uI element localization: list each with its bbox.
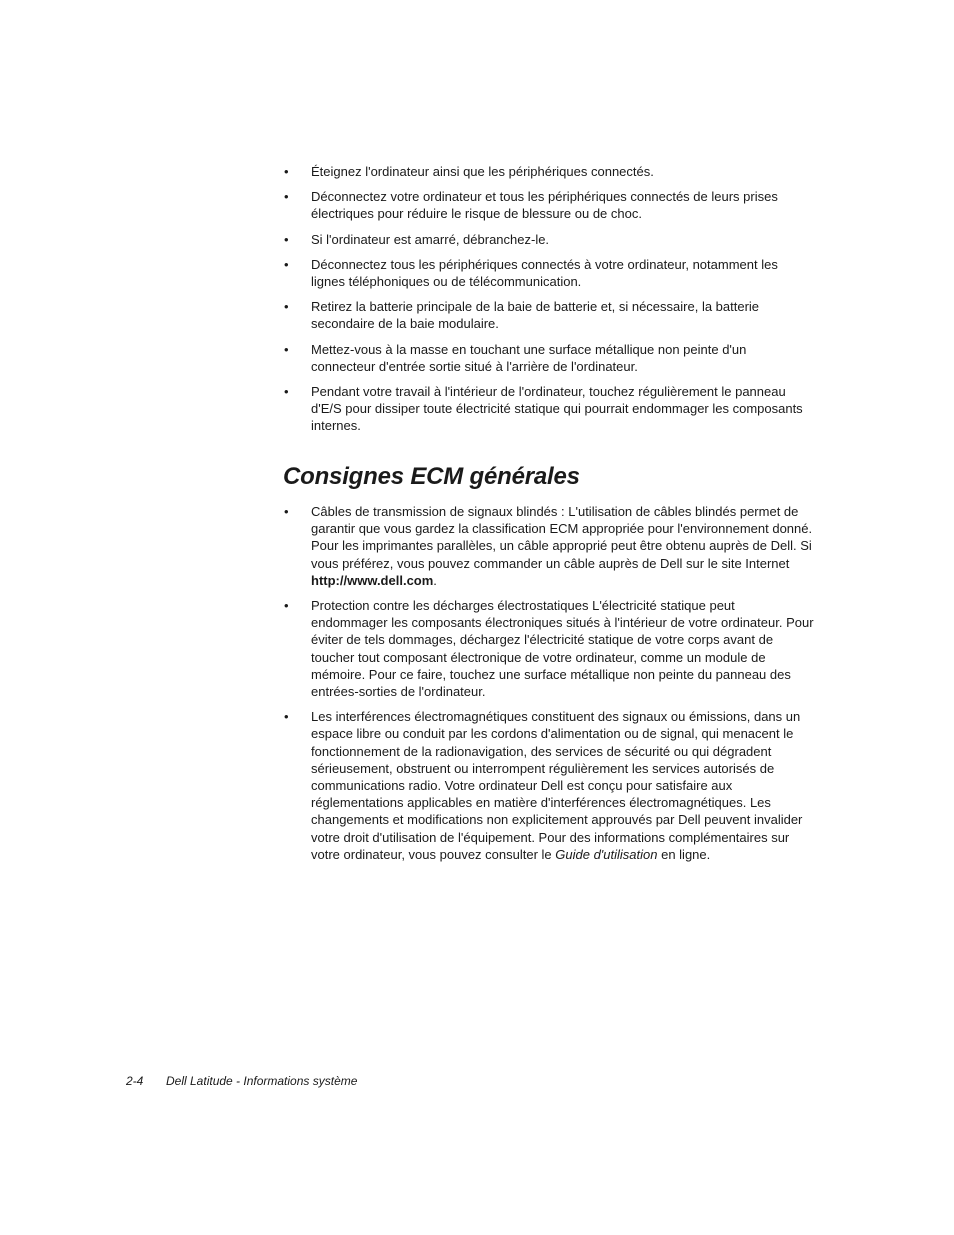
bullet-icon: • bbox=[284, 231, 289, 247]
list-item bbox=[284, 231, 814, 248]
dell-website-link[interactable]: http://www.dell.com bbox=[311, 572, 434, 588]
bullet-icon: • bbox=[284, 709, 289, 725]
page-number: 2-4 bbox=[126, 1074, 144, 1088]
list-item-text: Mettez-vous à la masse en touchant une surface métallique non peinte d'un connecteur d'entrée sortie situé à l'arrière de l'ordinateur. bbox=[311, 341, 747, 374]
list-item-text: Éteignez l'ordinateur ainsi que les périphériques connectés. bbox=[311, 164, 654, 179]
bullet-icon: • bbox=[284, 384, 289, 400]
list-item bbox=[284, 383, 814, 435]
list-item-text: Protection contre les décharges électrostatiques L'électricité statique peut endommager les composants électroniques situés à l'intérieur de votre ordinateur. Pour éviter de tels dommages, déchargez l'électricité statique de votre corps avant de toucher tout composant électronique de votre ordinateur, comme un module de mémoire. Pour ce faire, touchez une surface métallique non peinte du panneau des entrées-sorties de l'ordinateur. bbox=[311, 598, 814, 700]
bullet-icon: • bbox=[284, 299, 289, 315]
bullet-icon: • bbox=[284, 504, 289, 519]
list-item-text: Retirez la batterie principale de la baie de batterie et, si nécessaire, la batterie secondaire de la baie modulaire. bbox=[311, 299, 760, 332]
bullet-icon: • bbox=[284, 256, 289, 272]
bullet-icon: • bbox=[284, 189, 289, 205]
list-item bbox=[284, 503, 814, 589]
list-item-text: en ligne. bbox=[657, 846, 711, 862]
list-item-text: . bbox=[433, 572, 437, 588]
list-item bbox=[284, 597, 814, 700]
list-item-text: Déconnectez votre ordinateur et tous les périphériques connectés de leurs prises électriques pour réduire le risque de blessure ou de choc. bbox=[311, 189, 778, 222]
bullet-icon: • bbox=[284, 341, 289, 357]
list-item-text: Pendant votre travail à l'intérieur de l'ordinateur, touchez régulièrement le panneau d'E/S pour dissiper toute électricité statique qui pourrait endommager les composants internes. bbox=[311, 384, 803, 434]
list-item-text: Si l'ordinateur est amarré, débranchez-le. bbox=[311, 231, 550, 247]
list-item-text: Déconnectez tous les périphériques connectés à votre ordinateur, notamment les lignes téléphoniques ou de télécommunication. bbox=[311, 256, 778, 290]
page-footer bbox=[126, 1074, 357, 1088]
list-item bbox=[284, 256, 814, 290]
section-heading: Consignes ECM générales bbox=[283, 463, 580, 490]
list-item bbox=[284, 341, 814, 375]
list-item-text: Les interférences électromagnétiques constituent des signaux ou émissions, dans un espace libre ou conduit par les cordons d'alimentation ou de signal, qui menacent le fonctionnement de la radionavigation, des services de sécurité ou qui dégradent sérieusement, obstruent ou interrompent régulièrement les services autorisés de communications radio. Votre ordinateur Dell est conçu pour satisfaire aux réglementations applicables en matière d'interférences électromagnétiques. Les changements et modifications non explicitement approuvés par Dell peuvent invalider votre droit d'utilisation de l'équipement. Pour des informations complémentaires sur votre ordinateur, vous pouvez consulter le bbox=[311, 709, 803, 862]
guide-title: Guide d'utilisation bbox=[555, 846, 658, 862]
list-item bbox=[284, 163, 814, 180]
list-item bbox=[284, 188, 814, 222]
list-item bbox=[284, 708, 814, 863]
precautions-list bbox=[284, 163, 814, 443]
emc-guidelines-list bbox=[284, 503, 814, 871]
footer-title: Dell Latitude - Informations système bbox=[166, 1074, 358, 1088]
bullet-icon: • bbox=[284, 164, 289, 179]
list-item-text: Câbles de transmission de signaux blindés : L'utilisation de câbles blindés permet de garantir que vous gardez la classification ECM appropriée pour l'environnement donné. Pour les imprimantes parallèles, un câble approprié peut être obtenu auprès de Dell. Si vous préférez, vous pouvez commander un câble auprès de Dell sur le site Internet bbox=[311, 504, 813, 571]
bullet-icon: • bbox=[284, 598, 289, 614]
list-item bbox=[284, 298, 814, 332]
